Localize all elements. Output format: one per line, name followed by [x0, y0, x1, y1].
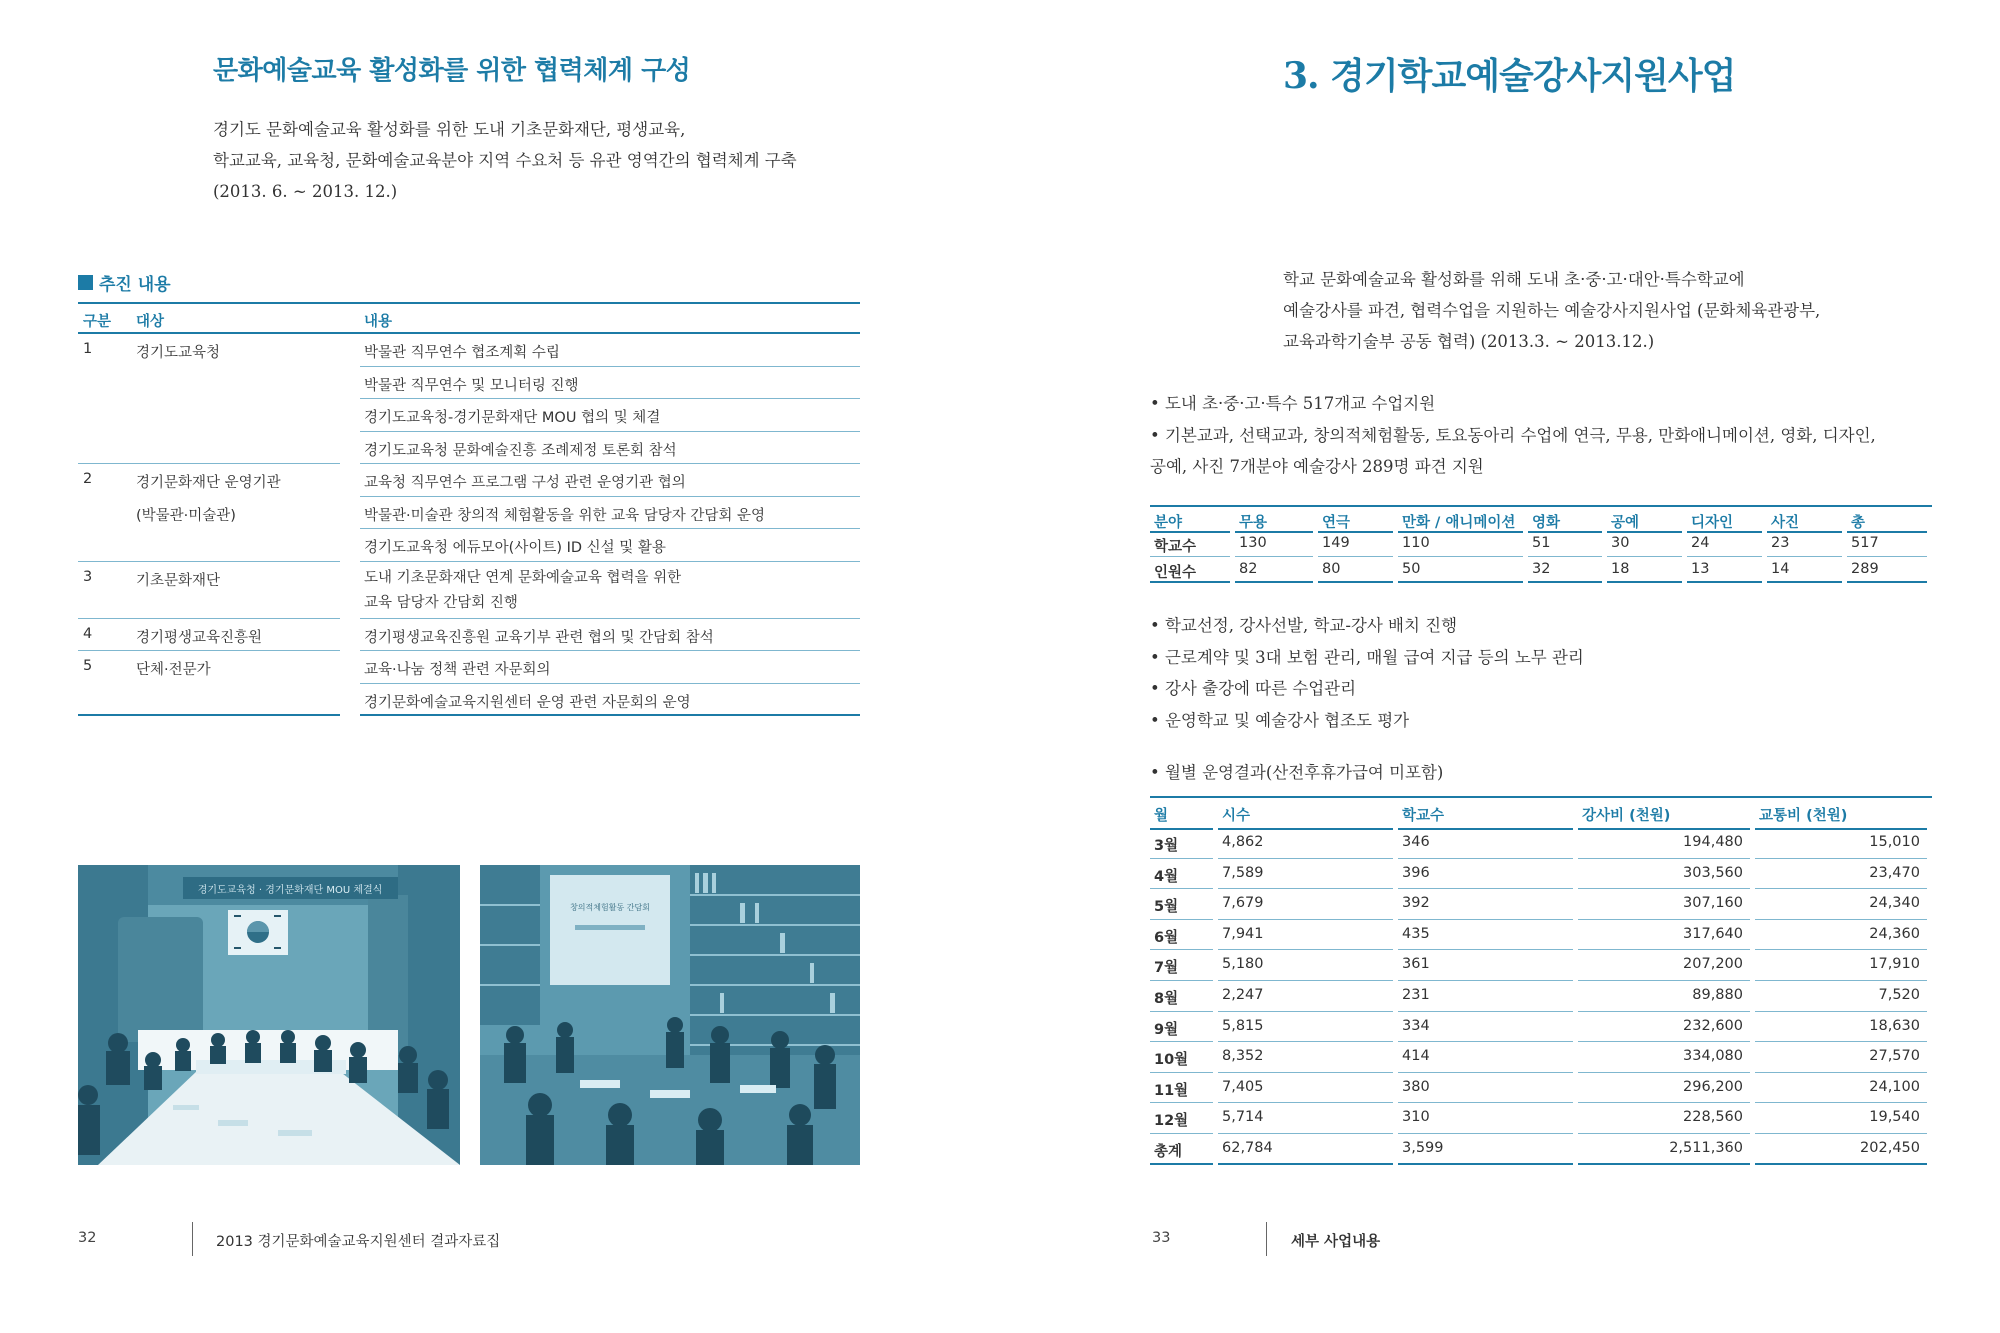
table-cell: 361	[1398, 950, 1578, 981]
row-content: 경기평생교육진흥원 교육기부 관련 협의 및 간담회 참석	[360, 619, 860, 652]
table-cell: 296,200	[1578, 1073, 1755, 1104]
bullet-item: • 기본교과, 선택교과, 창의적체험활동, 토요동아리 수업에 연극, 무용, 만화애니메이션, 영화, 디자인,	[1150, 425, 1876, 445]
row-target: 경기도교육청	[136, 345, 221, 361]
bullet-item: • 월별 운영결과(산전후휴가급여 미포함)	[1150, 763, 1444, 782]
row-content	[360, 562, 860, 619]
header-content: 내용	[364, 314, 393, 330]
row-header: 8월	[1150, 981, 1218, 1012]
table-cell: 303,560	[1578, 859, 1755, 890]
table-cell: 317,640	[1578, 920, 1755, 951]
header-cell: 시수	[1218, 798, 1398, 830]
library-room-image	[480, 865, 860, 1165]
row-content: 경기도교육청 문화예술진흥 조례제정 토론회 참석	[360, 432, 860, 465]
table-cell: 89,880	[1578, 981, 1755, 1012]
table-row	[78, 432, 860, 465]
square-bullet-icon	[78, 275, 93, 290]
header-cell: 연극	[1318, 507, 1398, 533]
table-row	[1150, 859, 1932, 890]
table-cell: 14	[1767, 557, 1847, 583]
table-row	[78, 399, 860, 432]
header-cell: 강사비 (천원)	[1578, 798, 1755, 830]
bullet-item: • 도내 초·중·고·특수 517개교 수업지원	[1150, 394, 1436, 413]
table-cell: 231	[1398, 981, 1578, 1012]
right-intro-text	[1283, 264, 1820, 357]
table-cell: 289	[1847, 557, 1932, 583]
table-cell: 7,520	[1755, 981, 1932, 1012]
row-target: 기초문화재단	[136, 572, 221, 589]
monthly-bullet	[1150, 757, 1443, 789]
row-target: 경기문화재단 운영기관	[136, 475, 281, 491]
row-header: 12월	[1150, 1103, 1218, 1134]
table-cell: 194,480	[1578, 828, 1755, 859]
table-cell: 517	[1847, 531, 1932, 557]
left-intro-line: 학교교육, 교육청, 문화예술교육분야 지역 수요처 등 유관 영역간의 협력체계 구축	[213, 151, 797, 170]
table-cell: 82	[1235, 557, 1318, 583]
table-row	[78, 619, 860, 652]
table-cell: 207,200	[1578, 950, 1755, 981]
table-cell: 110	[1398, 531, 1528, 557]
table-row	[1150, 981, 1932, 1012]
row-target: 단체·전문가	[136, 662, 211, 678]
header-cell: 총	[1847, 507, 1932, 533]
header-cell: 공예	[1607, 507, 1687, 533]
row-content: 박물관 직무연수 및 모니터링 진행	[360, 367, 860, 400]
row-header: 6월	[1150, 920, 1218, 951]
left-intro-text	[213, 114, 873, 207]
table-row	[78, 562, 860, 619]
row-number: 2	[83, 471, 93, 487]
header-target: 대상	[136, 314, 165, 330]
table-row	[78, 334, 860, 367]
library-meeting-photo	[480, 865, 860, 1165]
table-cell: 24,100	[1755, 1073, 1932, 1104]
header-cell: 분야	[1150, 507, 1235, 533]
row-content: 교육·나눔 정책 관련 자문회의	[360, 651, 860, 684]
row-header: 11월	[1150, 1073, 1218, 1104]
table-row	[78, 529, 860, 562]
promotion-table	[78, 302, 860, 716]
row-target: 경기평생교육진흥원	[136, 629, 263, 646]
row-content: 교육청 직무연수 프로그램 구성 관련 운영기관 협의	[360, 464, 860, 497]
row-content: 경기문화예술교육지원센터 운영 관련 자문회의 운영	[360, 684, 860, 717]
table-row	[78, 497, 860, 530]
table-cell: 7,589	[1218, 859, 1398, 890]
table-header	[78, 302, 860, 334]
table-cell: 32	[1528, 557, 1607, 583]
bullet-item: • 근로계약 및 3대 보험 관리, 매월 급여 지급 등의 노무 관리	[1150, 647, 1584, 667]
table-row	[78, 684, 860, 717]
table-row	[1150, 1134, 1932, 1165]
header-cell: 만화 / 애니메이션	[1398, 507, 1528, 533]
table-cell: 4,862	[1218, 828, 1398, 859]
row-content-line: 도내 기초문화재단 연계 문화예술교육 협력을 위한	[364, 569, 682, 586]
table-row	[1150, 1042, 1932, 1073]
row-number: 5	[83, 658, 93, 674]
table-row	[78, 651, 860, 684]
table-cell: 334,080	[1578, 1042, 1755, 1073]
row-number: 3	[83, 568, 93, 585]
left-intro-line: (2013. 6. ~ 2013. 12.)	[213, 182, 398, 201]
table-cell: 380	[1398, 1073, 1578, 1104]
left-intro-line: 경기도 문화예술교육 활성화를 위한 도내 기초문화재단, 평생교육,	[213, 120, 686, 139]
table-cell: 17,910	[1755, 950, 1932, 981]
management-bullets	[1150, 610, 1584, 736]
table-header	[1150, 796, 1932, 828]
table-row	[1150, 950, 1932, 981]
left-page-title: 문화예술교육 활성화를 위한 협력체계 구성	[213, 56, 691, 86]
table-cell: 30	[1607, 531, 1687, 557]
section-heading	[78, 270, 171, 295]
table-row	[1150, 1073, 1932, 1104]
row-content-line: 교육 담당자 간담회 진행	[364, 594, 518, 611]
table-cell: 2,511,360	[1578, 1134, 1755, 1165]
table-cell: 62,784	[1218, 1134, 1398, 1165]
table-cell: 24	[1687, 531, 1767, 557]
table-row	[1150, 1012, 1932, 1043]
row-header: 3월	[1150, 828, 1218, 859]
row-header: 인원수	[1150, 557, 1235, 583]
table-cell: 334	[1398, 1012, 1578, 1043]
table-cell: 13	[1687, 557, 1767, 583]
table-cell: 435	[1398, 920, 1578, 951]
row-header: 5월	[1150, 889, 1218, 920]
table-cell: 307,160	[1578, 889, 1755, 920]
table-cell: 23	[1767, 531, 1847, 557]
table-cell: 24,360	[1755, 920, 1932, 951]
table-cell: 310	[1398, 1103, 1578, 1134]
row-header: 총계	[1150, 1134, 1218, 1165]
row-header: 9월	[1150, 1012, 1218, 1043]
table-row	[1150, 531, 1932, 557]
header-cell: 사진	[1767, 507, 1847, 533]
table-cell: 3,599	[1398, 1134, 1578, 1165]
mou-meeting-photo	[78, 865, 460, 1165]
right-page	[1000, 0, 2000, 1333]
table-cell: 7,941	[1218, 920, 1398, 951]
table-cell: 23,470	[1755, 859, 1932, 890]
table-cell: 392	[1398, 889, 1578, 920]
table-row	[78, 464, 860, 497]
table-cell: 18	[1607, 557, 1687, 583]
table-cell: 50	[1398, 557, 1528, 583]
table-cell: 7,405	[1218, 1073, 1398, 1104]
table-cell: 5,714	[1218, 1103, 1398, 1134]
screen-caption-text: 창의적체험활동 간담회	[570, 903, 650, 912]
table-cell: 80	[1318, 557, 1398, 583]
footer-divider	[192, 1222, 193, 1256]
field-table	[1150, 505, 1932, 583]
table-cell: 24,340	[1755, 889, 1932, 920]
footer-divider	[1266, 1222, 1267, 1256]
row-target: (박물관·미술관)	[136, 507, 236, 524]
table-cell: 5,815	[1218, 1012, 1398, 1043]
support-bullets	[1150, 388, 1876, 483]
header-cell: 영화	[1528, 507, 1607, 533]
monthly-results-table	[1150, 796, 1932, 1165]
table-cell: 18,630	[1755, 1012, 1932, 1043]
table-cell: 19,540	[1755, 1103, 1932, 1134]
table-cell: 27,570	[1755, 1042, 1932, 1073]
table-cell: 2,247	[1218, 981, 1398, 1012]
row-content: 경기도교육청 에듀모아(사이트) ID 신설 및 활용	[360, 529, 860, 562]
header-cell: 월	[1150, 798, 1218, 830]
page-number: 33	[1152, 1230, 1171, 1246]
header-category: 구분	[83, 314, 112, 330]
meeting-room-image	[78, 865, 460, 1165]
row-header: 10월	[1150, 1042, 1218, 1073]
table-cell: 15,010	[1755, 828, 1932, 859]
table-row	[78, 367, 860, 400]
right-intro-line: 예술강사를 파견, 협력수업을 지원하는 예술강사지원사업 (문화체육관광부,	[1283, 301, 1821, 320]
section-heading-label: 추진 내용	[99, 275, 171, 295]
bullet-item: 공예, 사진 7개분야 예술강사 289명 파견 지원	[1150, 457, 1484, 476]
right-intro-line: 교육과학기술부 공동 협력) (2013.3. ~ 2013.12.)	[1283, 332, 1655, 351]
right-page-title: 3. 경기학교예술강사지원사업	[1283, 55, 1736, 97]
header-cell: 교통비 (천원)	[1755, 798, 1932, 830]
table-header	[1150, 505, 1932, 531]
header-cell: 디자인	[1687, 507, 1767, 533]
row-content: 경기도교육청-경기문화재단 MOU 협의 및 체결	[360, 399, 860, 432]
table-cell: 232,600	[1578, 1012, 1755, 1043]
right-intro-line: 학교 문화예술교육 활성화를 위해 도내 초·중·고·대안·특수학교에	[1283, 270, 1745, 289]
bullet-item: • 강사 출강에 따른 수업관리	[1150, 679, 1357, 698]
header-cell: 학교수	[1398, 798, 1578, 830]
table-cell: 396	[1398, 859, 1578, 890]
row-number: 1	[83, 341, 93, 357]
table-cell: 228,560	[1578, 1103, 1755, 1134]
row-number: 4	[83, 625, 93, 642]
table-cell: 130	[1235, 531, 1318, 557]
page-number: 32	[78, 1230, 97, 1246]
table-cell: 8,352	[1218, 1042, 1398, 1073]
row-header: 7월	[1150, 950, 1218, 981]
row-header: 학교수	[1150, 531, 1235, 557]
footer-text: 세부 사업내용	[1291, 1234, 1381, 1250]
row-content: 박물관 직무연수 협조계획 수립	[360, 334, 860, 367]
table-cell: 149	[1318, 531, 1398, 557]
table-cell: 5,180	[1218, 950, 1398, 981]
row-header: 4월	[1150, 859, 1218, 890]
footer-text: 2013 경기문화예술교육지원센터 결과자료집	[216, 1234, 501, 1250]
row-content: 박물관·미술관 창의적 체험활동을 위한 교육 담당자 간담회 운영	[360, 497, 860, 530]
table-cell: 51	[1528, 531, 1607, 557]
bullet-item: • 운영학교 및 예술강사 협조도 평가	[1150, 710, 1410, 730]
table-row	[1150, 828, 1932, 859]
bullet-item: • 학교선정, 강사선발, 학교-강사 배치 진행	[1150, 616, 1458, 635]
table-row	[1150, 889, 1932, 920]
meeting-banner-text: 경기도교육청 · 경기문화재단 MOU 체결식	[197, 885, 383, 896]
table-row	[1150, 557, 1932, 583]
table-row	[1150, 1103, 1932, 1134]
table-cell: 202,450	[1755, 1134, 1932, 1165]
header-cell: 무용	[1235, 507, 1318, 533]
table-row	[1150, 920, 1932, 951]
table-cell: 7,679	[1218, 889, 1398, 920]
table-cell: 346	[1398, 828, 1578, 859]
table-cell: 414	[1398, 1042, 1578, 1073]
